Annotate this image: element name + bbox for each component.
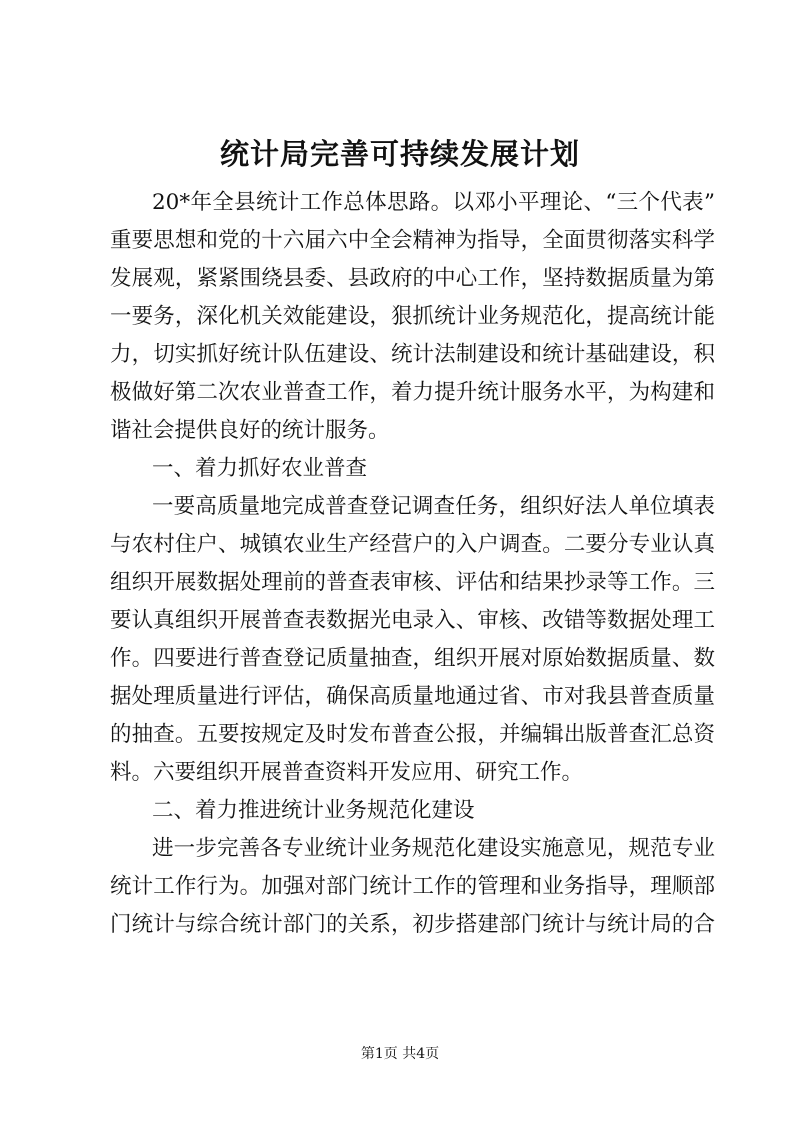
text-line: 门统计与综合统计部门的关系，初步搭建部门统计与统计局的合 bbox=[110, 912, 715, 937]
paragraph-standardization bbox=[110, 830, 715, 944]
text-line: 重要思想和党的十六届六中全会精神为指导，全面贯彻落实科学 bbox=[110, 228, 715, 253]
paragraph-agricultural-census bbox=[110, 488, 715, 792]
text-line: 一要务，深化机关效能建设，狠抓统计业务规范化，提高统计能 bbox=[110, 304, 715, 329]
text-line: 力，切实抓好统计队伍建设、统计法制建设和统计基础建设，积 bbox=[110, 342, 715, 367]
paragraph-intro bbox=[110, 184, 715, 450]
text-line: 极做好第二次农业普查工作，着力提升统计服务水平，为构建和 bbox=[110, 380, 715, 405]
document-body bbox=[110, 184, 715, 944]
text-line: 要认真组织开展普查表数据光电录入、审核、改错等数据处理工 bbox=[110, 608, 715, 633]
text-line: 谐社会提供良好的统计服务。 bbox=[110, 418, 390, 443]
section-heading-text: 二、着力推进统计业务规范化建设 bbox=[152, 798, 475, 823]
section-heading-2 bbox=[110, 792, 715, 830]
text-line: 统计工作行为。加强对部门统计工作的管理和业务指导，理顺部 bbox=[110, 874, 715, 899]
text-line: 料。六要组织开展普查资料开发应用、研究工作。 bbox=[110, 760, 584, 785]
text-line: 与农村住户、城镇农业生产经营户的入户调查。二要分专业认真 bbox=[110, 532, 715, 557]
text-line: 进一步完善各专业统计业务规范化建设实施意见，规范专业 bbox=[152, 836, 715, 861]
text-line: 20*年全县统计工作总体思路。以邓小平理论、“三个代表” bbox=[152, 190, 715, 215]
page-number-footer: 第1页 共4页 bbox=[360, 1046, 440, 1062]
section-heading-1 bbox=[110, 450, 715, 488]
text-line: 一要高质量地完成普查登记调查任务，组织好法人单位填表 bbox=[152, 494, 715, 519]
text-line: 作。四要进行普查登记质量抽查，组织开展对原始数据质量、数 bbox=[110, 646, 715, 671]
text-line: 组织开展数据处理前的普查表审核、评估和结果抄录等工作。三 bbox=[110, 570, 715, 595]
document-title: 统计局完善可持续发展计划 bbox=[219, 137, 580, 171]
text-line: 据处理质量进行评估，确保高质量地通过省、市对我县普查质量 bbox=[110, 684, 715, 709]
section-heading-text: 一、着力抓好农业普查 bbox=[152, 456, 368, 481]
text-line: 的抽查。五要按规定及时发布普查公报，并编辑出版普查汇总资 bbox=[110, 722, 715, 747]
text-line: 发展观，紧紧围绕县委、县政府的中心工作，坚持数据质量为第 bbox=[110, 266, 715, 291]
